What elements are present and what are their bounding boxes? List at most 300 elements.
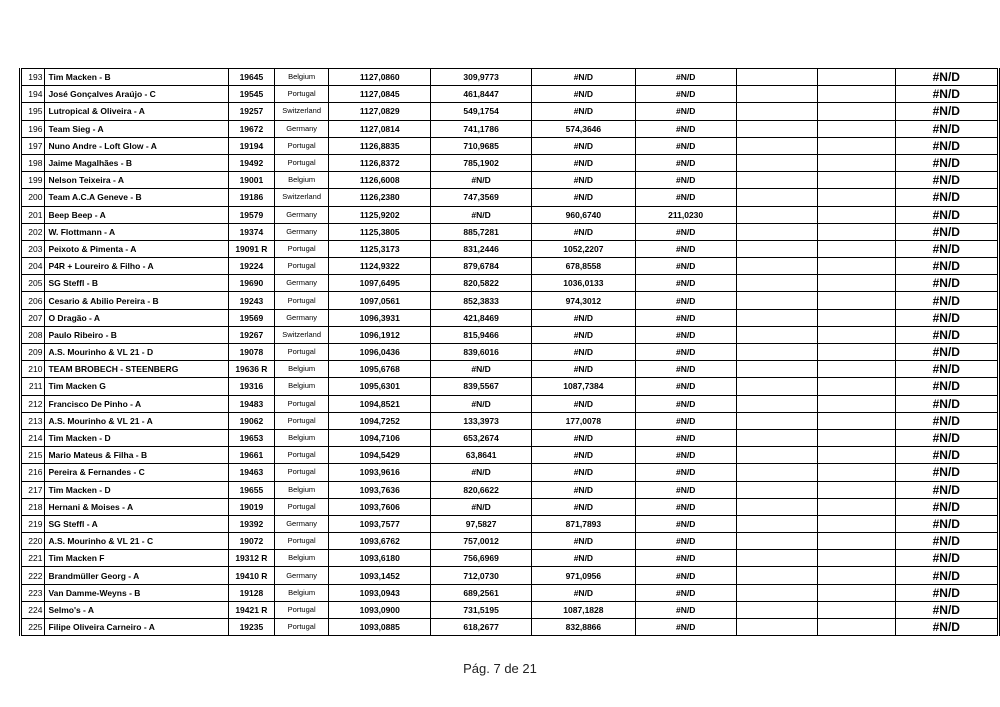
row-value-2: 839,6016: [431, 344, 532, 361]
row-value-3: 1087,1828: [532, 601, 635, 618]
row-value-4: #N/D: [635, 533, 736, 550]
row-value-3: #N/D: [532, 584, 635, 601]
row-value-3: #N/D: [532, 69, 635, 86]
empty-cell: [817, 515, 895, 532]
row-value-4: #N/D: [635, 137, 736, 154]
row-value-4: #N/D: [635, 464, 736, 481]
row-value-3: #N/D: [532, 550, 635, 567]
table-row: [21, 619, 999, 636]
row-value-5: #N/D: [895, 429, 998, 446]
row-value-1: 1096,0436: [329, 344, 431, 361]
row-value-1: 1093,9616: [329, 464, 431, 481]
table-row: [21, 498, 999, 515]
row-country: Germany: [274, 275, 329, 292]
row-rank: 201: [21, 206, 45, 223]
row-value-1: 1094,5429: [329, 447, 431, 464]
row-value-5: #N/D: [895, 86, 998, 103]
row-value-2: 820,5822: [431, 275, 532, 292]
row-value-4: #N/D: [635, 481, 736, 498]
empty-cell: [817, 69, 895, 86]
table-row: [21, 481, 999, 498]
row-name: Jaime Magalhães - B: [45, 154, 229, 171]
row-name: Tim Macken G: [45, 378, 229, 395]
empty-cell: [817, 533, 895, 550]
empty-cell: [736, 515, 817, 532]
row-name: Van Damme-Weyns - B: [45, 584, 229, 601]
empty-cell: [817, 275, 895, 292]
row-value-3: #N/D: [532, 464, 635, 481]
empty-cell: [817, 498, 895, 515]
row-value-3: #N/D: [532, 533, 635, 550]
row-value-5: #N/D: [895, 137, 998, 154]
row-rank: 195: [21, 103, 45, 120]
row-country: Germany: [274, 515, 329, 532]
row-value-2: 549,1754: [431, 103, 532, 120]
empty-cell: [736, 429, 817, 446]
row-name: Cesario & Abilio Pereira - B: [45, 292, 229, 309]
empty-cell: [736, 292, 817, 309]
row-value-3: #N/D: [532, 481, 635, 498]
row-value-4: #N/D: [635, 619, 736, 636]
empty-cell: [736, 378, 817, 395]
row-value-3: 971,0956: [532, 567, 635, 584]
row-name: O Dragão - A: [45, 309, 229, 326]
row-ring-id: 19312 R: [228, 550, 274, 567]
row-country: Switzerland: [274, 189, 329, 206]
row-country: Portugal: [274, 292, 329, 309]
row-ring-id: 19636 R: [228, 361, 274, 378]
table-row: [21, 344, 999, 361]
row-value-5: #N/D: [895, 464, 998, 481]
row-value-5: #N/D: [895, 309, 998, 326]
row-name: W. Flottmann - A: [45, 223, 229, 240]
row-ring-id: 19316: [228, 378, 274, 395]
table-row: [21, 103, 999, 120]
row-value-2: #N/D: [431, 172, 532, 189]
row-value-1: 1093,7606: [329, 498, 431, 515]
table-row: [21, 240, 999, 257]
row-rank: 209: [21, 344, 45, 361]
row-rank: 219: [21, 515, 45, 532]
row-value-5: #N/D: [895, 550, 998, 567]
empty-cell: [736, 223, 817, 240]
table-row: [21, 533, 999, 550]
table-row: [21, 223, 999, 240]
row-country: Belgium: [274, 172, 329, 189]
empty-cell: [736, 619, 817, 636]
row-ring-id: 19235: [228, 619, 274, 636]
row-value-2: 710,9685: [431, 137, 532, 154]
row-value-3: 1052,2207: [532, 240, 635, 257]
row-value-3: 960,6740: [532, 206, 635, 223]
row-ring-id: 19410 R: [228, 567, 274, 584]
row-value-1: 1127,0829: [329, 103, 431, 120]
empty-cell: [736, 309, 817, 326]
row-value-1: 1093,0900: [329, 601, 431, 618]
row-ring-id: 19194: [228, 137, 274, 154]
table-row: [21, 326, 999, 343]
row-value-3: #N/D: [532, 223, 635, 240]
table-row: [21, 137, 999, 154]
row-value-3: #N/D: [532, 361, 635, 378]
row-value-5: #N/D: [895, 515, 998, 532]
empty-cell: [736, 550, 817, 567]
row-value-4: #N/D: [635, 567, 736, 584]
row-value-1: 1127,0860: [329, 69, 431, 86]
row-rank: 220: [21, 533, 45, 550]
row-country: Portugal: [274, 240, 329, 257]
row-value-1: 1093,7636: [329, 481, 431, 498]
row-rank: 210: [21, 361, 45, 378]
empty-cell: [736, 240, 817, 257]
empty-cell: [817, 567, 895, 584]
table-row: [21, 258, 999, 275]
empty-cell: [817, 258, 895, 275]
row-value-2: 785,1902: [431, 154, 532, 171]
row-country: Germany: [274, 120, 329, 137]
empty-cell: [817, 172, 895, 189]
row-rank: 199: [21, 172, 45, 189]
empty-cell: [736, 137, 817, 154]
row-rank: 200: [21, 189, 45, 206]
row-country: Switzerland: [274, 103, 329, 120]
row-value-1: 1094,8521: [329, 395, 431, 412]
row-value-3: #N/D: [532, 344, 635, 361]
row-value-1: 1125,3173: [329, 240, 431, 257]
row-value-2: #N/D: [431, 206, 532, 223]
row-rank: 198: [21, 154, 45, 171]
row-ring-id: 19569: [228, 309, 274, 326]
row-value-3: 832,8866: [532, 619, 635, 636]
row-value-2: 618,2677: [431, 619, 532, 636]
table-row: [21, 378, 999, 395]
empty-cell: [736, 481, 817, 498]
row-value-5: #N/D: [895, 223, 998, 240]
row-value-1: 1097,6495: [329, 275, 431, 292]
row-country: Belgium: [274, 429, 329, 446]
empty-cell: [736, 258, 817, 275]
row-value-5: #N/D: [895, 533, 998, 550]
row-value-5: #N/D: [895, 240, 998, 257]
row-value-1: 1094,7106: [329, 429, 431, 446]
row-country: Belgium: [274, 481, 329, 498]
empty-cell: [736, 189, 817, 206]
row-value-5: #N/D: [895, 361, 998, 378]
row-value-4: #N/D: [635, 584, 736, 601]
table-row: [21, 69, 999, 86]
empty-cell: [817, 326, 895, 343]
empty-cell: [817, 464, 895, 481]
row-name: Filipe Oliveira Carneiro - A: [45, 619, 229, 636]
row-name: Selmo's - A: [45, 601, 229, 618]
empty-cell: [736, 69, 817, 86]
row-value-1: 1126,8835: [329, 137, 431, 154]
row-country: Portugal: [274, 86, 329, 103]
row-value-1: 1095,6768: [329, 361, 431, 378]
empty-cell: [817, 429, 895, 446]
empty-cell: [817, 189, 895, 206]
empty-cell: [736, 326, 817, 343]
row-ring-id: 19072: [228, 533, 274, 550]
row-name: A.S. Mourinho & VL 21 - A: [45, 412, 229, 429]
row-value-4: #N/D: [635, 292, 736, 309]
empty-cell: [736, 412, 817, 429]
row-value-2: 97,5827: [431, 515, 532, 532]
row-value-1: 1094,7252: [329, 412, 431, 429]
row-name: SG Steffl - A: [45, 515, 229, 532]
row-value-5: #N/D: [895, 447, 998, 464]
table-row: [21, 584, 999, 601]
row-value-4: #N/D: [635, 154, 736, 171]
row-ring-id: 19645: [228, 69, 274, 86]
row-rank: 205: [21, 275, 45, 292]
row-rank: 217: [21, 481, 45, 498]
row-name: José Gonçalves Araújo - C: [45, 86, 229, 103]
row-country: Portugal: [274, 601, 329, 618]
table-row: [21, 309, 999, 326]
row-country: Germany: [274, 223, 329, 240]
empty-cell: [736, 533, 817, 550]
table-row: [21, 292, 999, 309]
empty-cell: [736, 498, 817, 515]
row-name: Francisco De Pinho - A: [45, 395, 229, 412]
page-number: Pág. 7 de 21: [463, 661, 537, 676]
row-value-5: #N/D: [895, 567, 998, 584]
row-rank: 223: [21, 584, 45, 601]
empty-cell: [817, 584, 895, 601]
table-row: [21, 275, 999, 292]
row-name: Nuno Andre - Loft Glow - A: [45, 137, 229, 154]
row-name: Team A.C.A Geneve - B: [45, 189, 229, 206]
row-value-1: 1126,8372: [329, 154, 431, 171]
row-value-3: 177,0078: [532, 412, 635, 429]
row-value-5: #N/D: [895, 481, 998, 498]
row-value-4: #N/D: [635, 223, 736, 240]
row-country: Switzerland: [274, 326, 329, 343]
row-ring-id: 19091 R: [228, 240, 274, 257]
empty-cell: [736, 361, 817, 378]
row-rank: 222: [21, 567, 45, 584]
row-name: Tim Macken - D: [45, 429, 229, 446]
table-row: [21, 86, 999, 103]
empty-cell: [736, 447, 817, 464]
row-ring-id: 19257: [228, 103, 274, 120]
row-value-3: #N/D: [532, 447, 635, 464]
row-value-3: #N/D: [532, 498, 635, 515]
row-country: Portugal: [274, 533, 329, 550]
row-rank: 207: [21, 309, 45, 326]
row-country: Belgium: [274, 69, 329, 86]
row-name: Tim Macken F: [45, 550, 229, 567]
row-value-2: 820,6622: [431, 481, 532, 498]
row-rank: 197: [21, 137, 45, 154]
row-value-5: #N/D: [895, 395, 998, 412]
empty-cell: [736, 86, 817, 103]
row-rank: 202: [21, 223, 45, 240]
row-value-2: 712,0730: [431, 567, 532, 584]
row-country: Portugal: [274, 464, 329, 481]
row-name: Tim Macken - B: [45, 69, 229, 86]
row-rank: 218: [21, 498, 45, 515]
empty-cell: [736, 206, 817, 223]
row-value-3: #N/D: [532, 189, 635, 206]
row-rank: 221: [21, 550, 45, 567]
row-value-4: #N/D: [635, 120, 736, 137]
row-ring-id: 19655: [228, 481, 274, 498]
row-ring-id: 19186: [228, 189, 274, 206]
row-value-4: #N/D: [635, 240, 736, 257]
row-value-2: #N/D: [431, 361, 532, 378]
row-ring-id: 19690: [228, 275, 274, 292]
empty-cell: [736, 601, 817, 618]
table-row: [21, 120, 999, 137]
row-value-4: #N/D: [635, 258, 736, 275]
row-rank: 216: [21, 464, 45, 481]
row-value-3: #N/D: [532, 172, 635, 189]
empty-cell: [817, 86, 895, 103]
row-ring-id: 19128: [228, 584, 274, 601]
row-value-5: #N/D: [895, 601, 998, 618]
row-value-5: #N/D: [895, 154, 998, 171]
row-value-2: 747,3569: [431, 189, 532, 206]
empty-cell: [817, 120, 895, 137]
row-ring-id: 19579: [228, 206, 274, 223]
row-ring-id: 19492: [228, 154, 274, 171]
empty-cell: [736, 154, 817, 171]
row-ring-id: 19374: [228, 223, 274, 240]
empty-cell: [817, 481, 895, 498]
row-country: Portugal: [274, 395, 329, 412]
row-country: Belgium: [274, 361, 329, 378]
row-value-4: #N/D: [635, 344, 736, 361]
empty-cell: [817, 137, 895, 154]
empty-cell: [817, 292, 895, 309]
empty-cell: [736, 464, 817, 481]
row-ring-id: 19224: [228, 258, 274, 275]
row-value-4: #N/D: [635, 429, 736, 446]
row-value-1: 1093,0885: [329, 619, 431, 636]
row-value-3: 974,3012: [532, 292, 635, 309]
row-value-4: #N/D: [635, 103, 736, 120]
row-value-2: 133,3973: [431, 412, 532, 429]
row-value-5: #N/D: [895, 258, 998, 275]
empty-cell: [817, 361, 895, 378]
row-value-2: 839,5567: [431, 378, 532, 395]
row-ring-id: 19062: [228, 412, 274, 429]
table-row: [21, 429, 999, 446]
empty-cell: [817, 206, 895, 223]
row-name: Tim Macken - D: [45, 481, 229, 498]
row-ring-id: 19463: [228, 464, 274, 481]
row-value-1: 1127,0845: [329, 86, 431, 103]
row-value-1: 1095,6301: [329, 378, 431, 395]
row-value-1: 1093,1452: [329, 567, 431, 584]
table-row: [21, 172, 999, 189]
row-value-4: #N/D: [635, 395, 736, 412]
row-country: Germany: [274, 309, 329, 326]
row-country: Portugal: [274, 447, 329, 464]
row-value-2: #N/D: [431, 395, 532, 412]
row-name: Paulo Ribeiro - B: [45, 326, 229, 343]
row-name: Team Sieg - A: [45, 120, 229, 137]
row-name: SG Steffl - B: [45, 275, 229, 292]
row-ring-id: 19661: [228, 447, 274, 464]
row-country: Belgium: [274, 584, 329, 601]
empty-cell: [736, 172, 817, 189]
row-country: Portugal: [274, 344, 329, 361]
row-value-5: #N/D: [895, 378, 998, 395]
row-value-3: #N/D: [532, 395, 635, 412]
table-row: [21, 464, 999, 481]
row-name: Lutropical & Oliveira - A: [45, 103, 229, 120]
row-value-2: 879,6784: [431, 258, 532, 275]
row-value-3: #N/D: [532, 86, 635, 103]
row-value-3: 871,7893: [532, 515, 635, 532]
row-value-3: #N/D: [532, 154, 635, 171]
row-value-5: #N/D: [895, 584, 998, 601]
table-row: [21, 154, 999, 171]
row-value-4: #N/D: [635, 309, 736, 326]
row-value-2: #N/D: [431, 498, 532, 515]
empty-cell: [736, 120, 817, 137]
row-ring-id: 19243: [228, 292, 274, 309]
row-value-2: #N/D: [431, 464, 532, 481]
row-rank: 215: [21, 447, 45, 464]
row-value-4: #N/D: [635, 361, 736, 378]
empty-cell: [817, 395, 895, 412]
row-value-2: 689,2561: [431, 584, 532, 601]
row-value-4: #N/D: [635, 601, 736, 618]
row-value-2: 653,2674: [431, 429, 532, 446]
row-country: Germany: [274, 206, 329, 223]
row-country: Portugal: [274, 154, 329, 171]
row-value-1: 1093,6180: [329, 550, 431, 567]
table-row: [21, 567, 999, 584]
row-value-1: 1124,9322: [329, 258, 431, 275]
row-value-5: #N/D: [895, 412, 998, 429]
row-name: P4R + Loureiro & Filho - A: [45, 258, 229, 275]
row-ring-id: 19078: [228, 344, 274, 361]
row-value-5: #N/D: [895, 344, 998, 361]
empty-cell: [736, 275, 817, 292]
row-value-4: #N/D: [635, 189, 736, 206]
row-value-3: #N/D: [532, 137, 635, 154]
row-value-1: 1125,3805: [329, 223, 431, 240]
row-name: Nelson Teixeira - A: [45, 172, 229, 189]
row-country: Portugal: [274, 258, 329, 275]
row-ring-id: 19267: [228, 326, 274, 343]
row-ring-id: 19483: [228, 395, 274, 412]
row-country: Portugal: [274, 498, 329, 515]
row-value-1: 1126,2380: [329, 189, 431, 206]
row-value-5: #N/D: [895, 172, 998, 189]
row-value-5: #N/D: [895, 120, 998, 137]
empty-cell: [817, 240, 895, 257]
row-value-4: #N/D: [635, 326, 736, 343]
row-rank: 212: [21, 395, 45, 412]
row-value-2: 731,5195: [431, 601, 532, 618]
row-value-2: 741,1786: [431, 120, 532, 137]
row-value-2: 421,8469: [431, 309, 532, 326]
empty-cell: [817, 223, 895, 240]
row-ring-id: 19001: [228, 172, 274, 189]
row-value-4: #N/D: [635, 550, 736, 567]
row-rank: 214: [21, 429, 45, 446]
table-row: [21, 447, 999, 464]
row-rank: 224: [21, 601, 45, 618]
row-value-2: 309,9773: [431, 69, 532, 86]
row-value-1: 1096,3931: [329, 309, 431, 326]
